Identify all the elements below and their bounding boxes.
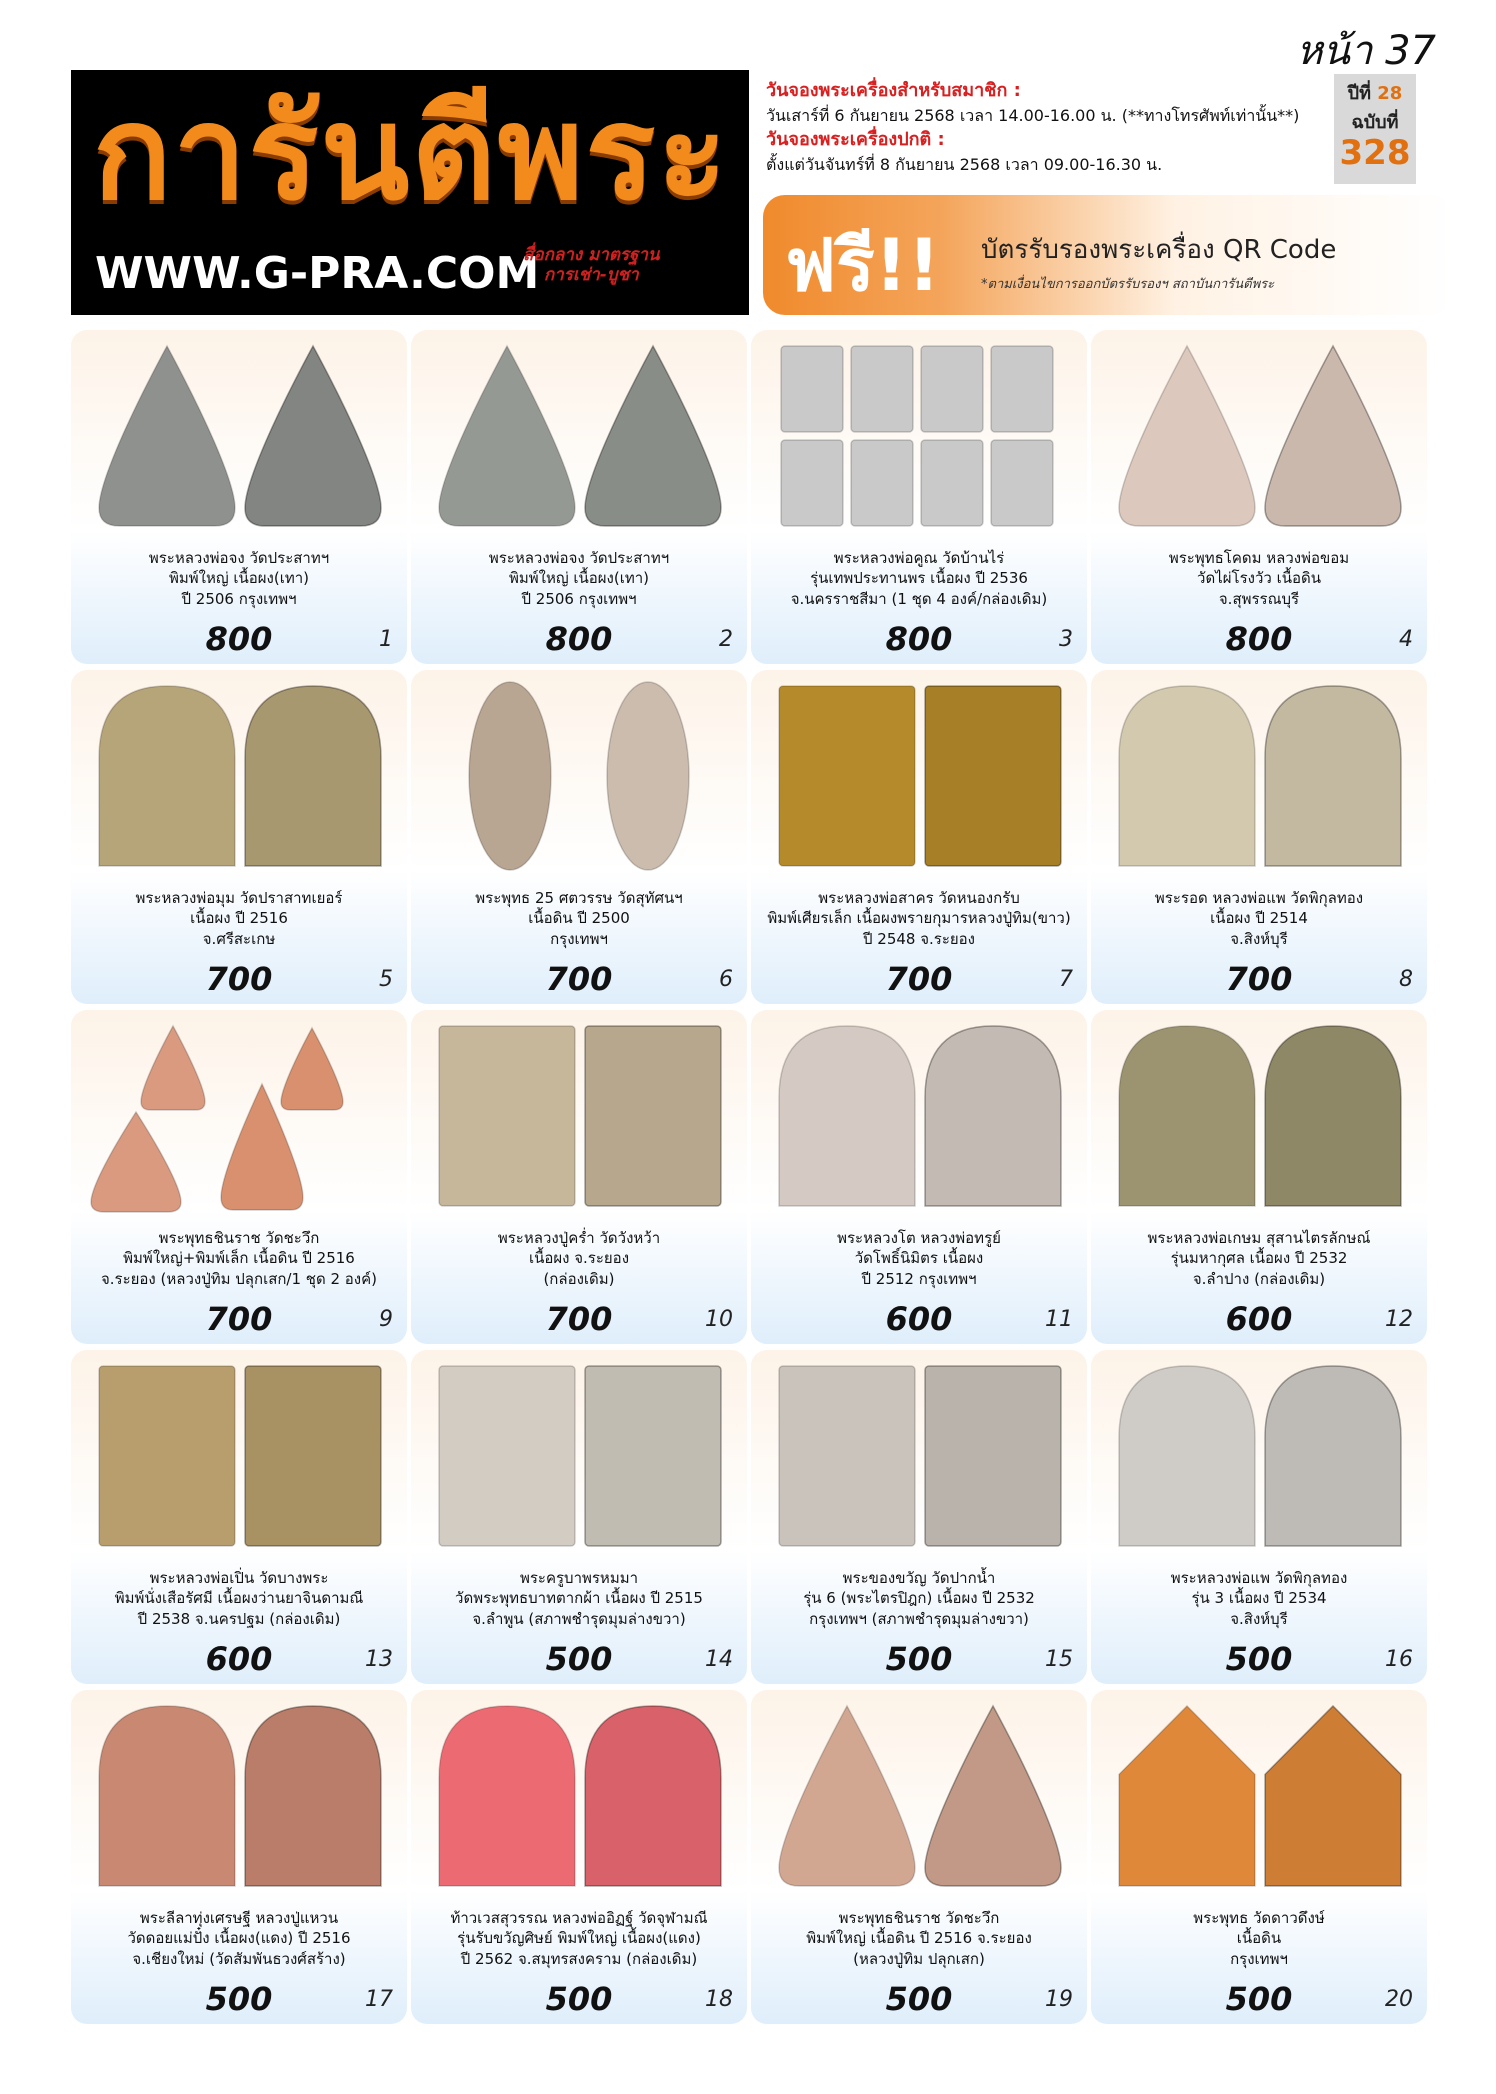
description-line: เนื้อดิน ปี 2500 <box>528 909 630 928</box>
amulet-description <box>1095 548 1423 609</box>
amulet-price: 500 <box>545 1980 613 2018</box>
description-line: วัดไผ่โรงวัว เนื้อดิน <box>1197 569 1321 588</box>
amulet-reverse-shade <box>585 346 721 526</box>
amulet-card-6[interactable] <box>411 670 747 1004</box>
amulet-reverse-shade <box>245 1366 381 1546</box>
amulet-shape <box>99 1706 235 1886</box>
amulet-photo[interactable] <box>421 1698 737 1894</box>
amulet-description <box>1095 1568 1423 1629</box>
amulet-shape <box>1119 686 1255 866</box>
description-line: วัดโพธิ์นิมิตร เนื้อผง <box>854 1249 984 1268</box>
amulet-card-12[interactable] <box>1091 1010 1427 1344</box>
amulet-photo[interactable] <box>81 1358 397 1554</box>
year-value: 28 <box>1377 83 1403 104</box>
amulet-card-11[interactable] <box>751 1010 1087 1344</box>
amulet-card-3[interactable] <box>751 330 1087 664</box>
amulet-photo[interactable] <box>1101 678 1417 874</box>
amulet-reverse-shade <box>1265 1026 1401 1206</box>
description-line: ปี 2548 จ.ระยอง <box>862 929 976 948</box>
description-line: พระหลวงโต หลวงพ่อทรูย์ <box>837 1229 1001 1247</box>
description-line: เนื้อผง ปี 2516 <box>190 909 288 928</box>
amulet-price: 500 <box>885 1980 953 2018</box>
amulet-description <box>415 1908 743 1969</box>
logo-title: การันตีพระ <box>93 77 730 229</box>
description-line: (หลวงปู่ทิม ปลุกเสก) <box>853 1949 985 1968</box>
description-line: พระพุทธ 25 ศตวรรษ วัดสุทัศนฯ <box>475 889 683 907</box>
description-line: พระพุทธชินราช วัดชะวึก <box>158 1229 320 1247</box>
amulet-description <box>75 1228 403 1289</box>
description-line: พระพุทธชินราช วัดชะวึก <box>838 1909 1000 1927</box>
amulet-reverse-shade <box>585 1026 721 1206</box>
member-booking-text: วันเสาร์ที่ 6 กันยายน 2568 เวลา 14.00-16.00 น. (**ทางโทรศัพท์เท่านั้น**) <box>766 106 1300 126</box>
amulet-description <box>1095 1228 1423 1289</box>
amulet-description <box>415 548 743 609</box>
amulet-reverse-shade <box>1265 346 1401 526</box>
amulet-shape <box>439 1026 575 1206</box>
issue-value: 328 <box>1339 133 1411 173</box>
item-number: 6 <box>719 967 733 992</box>
amulet-photo[interactable] <box>421 678 737 874</box>
amulet-shape <box>1119 346 1255 526</box>
description-line: พระครูบาพรหมมา <box>519 1569 639 1587</box>
amulet-reverse-shade <box>585 1706 721 1886</box>
amulet-card-9[interactable] <box>71 1010 407 1344</box>
amulet-price: 700 <box>1225 960 1293 998</box>
description-line: พิมพ์ใหญ่ เนื้อผง(เทา) <box>508 569 650 588</box>
amulet-shape <box>439 1706 575 1886</box>
description-line: รุ่นมหากุศล เนื้อผง ปี 2532 <box>1170 1249 1348 1268</box>
amulet-description <box>755 1228 1083 1289</box>
item-number: 8 <box>1399 967 1413 992</box>
amulet-price: 500 <box>1225 1980 1293 2018</box>
item-number: 5 <box>379 967 393 992</box>
amulet-photo[interactable] <box>1101 1018 1417 1214</box>
description-line: จ.สิงห์บุรี <box>1230 1609 1288 1628</box>
amulet-shape <box>281 1028 343 1110</box>
promo-title: บัตรรับรองพระเครื่อง QR Code <box>981 235 1337 265</box>
amulet-shape <box>779 1706 915 1886</box>
amulet-description <box>1095 888 1423 949</box>
amulet-shape <box>99 1366 235 1546</box>
issue-badge <box>1334 74 1416 184</box>
amulet-reverse-shade <box>925 1706 1061 1886</box>
amulet-price: 700 <box>205 1300 273 1338</box>
amulet-shape <box>439 1366 575 1546</box>
general-booking-text: ตั้งแต่วันจันทร์ที่ 8 กันยายน 2568 เวลา 09.00-16.30 น. <box>766 155 1163 175</box>
amulet-shape <box>851 440 913 526</box>
description-line: กรุงเทพฯ <box>1230 1949 1288 1968</box>
amulet-card-17[interactable] <box>71 1690 407 2024</box>
page-number: หน้า 37 <box>1296 28 1436 74</box>
amulet-price: 800 <box>885 620 953 658</box>
amulet-description <box>415 1228 743 1289</box>
amulet-shape <box>1119 1026 1255 1206</box>
amulet-reverse-shade <box>585 1366 721 1546</box>
item-number: 9 <box>379 1307 393 1332</box>
amulet-price: 600 <box>885 1300 953 1338</box>
amulet-card-5[interactable] <box>71 670 407 1004</box>
amulet-photo[interactable] <box>761 1018 1077 1214</box>
amulet-card-14[interactable] <box>411 1350 747 1684</box>
description-line: รุ่นเทพประทานพร เนื้อผง ปี 2536 <box>810 569 1028 588</box>
description-line: จ.ลำพูน (สภาพชำรุดมุมล่างขวา) <box>472 1609 686 1628</box>
amulet-description <box>75 1908 403 1969</box>
description-line: จ.สิงห์บุรี <box>1230 929 1288 948</box>
description-line: พระหลวงพ่อสาคร วัดหนองกรับ <box>818 889 1020 907</box>
item-number: 14 <box>705 1647 733 1672</box>
description-line: เนื้อดิน <box>1236 1929 1282 1948</box>
description-line: ปี 2506 กรุงเทพฯ <box>181 589 297 608</box>
amulet-photo[interactable] <box>1101 1698 1417 1894</box>
description-line: พระหลวงปู่คร่ำ วัดวังหว้า <box>497 1229 661 1247</box>
description-line: ท้าวเวสสุวรรณ หลวงพ่ออิฏฐ์ วัดจุฬามณี <box>450 1909 708 1927</box>
description-line: พิมพ์ใหญ่+พิมพ์เล็ก เนื้อดิน ปี 2516 <box>123 1249 355 1268</box>
amulet-price: 700 <box>205 960 273 998</box>
amulet-card-13[interactable] <box>71 1350 407 1684</box>
amulet-reverse-shade <box>245 686 381 866</box>
item-number: 10 <box>705 1307 733 1332</box>
description-line: พระของขวัญ วัดปากน้ำ <box>842 1569 996 1587</box>
item-number: 7 <box>1059 967 1073 992</box>
amulet-description <box>415 1568 743 1629</box>
description-line: พระพุทธโคดม หลวงพ่อขอม <box>1168 549 1350 567</box>
description-line: พระหลวงพ่อจง วัดประสาทฯ <box>488 549 670 567</box>
amulet-shape <box>1119 1706 1255 1886</box>
amulet-price: 700 <box>545 1300 613 1338</box>
amulet-shape <box>921 346 983 432</box>
amulet-shape <box>99 686 235 866</box>
promo-free: ฟรี!! <box>785 223 941 307</box>
year-row <box>1334 78 1416 107</box>
description-line: พิมพ์ใหญ่ เนื้อผง(เทา) <box>168 569 310 588</box>
description-line: พระหลวงพ่อเกษม สุสานไตรลักษณ์ <box>1147 1229 1371 1247</box>
amulet-card-8[interactable] <box>1091 670 1427 1004</box>
amulet-reverse-shade <box>925 686 1061 866</box>
amulet-description <box>75 548 403 609</box>
description-line: ปี 2538 จ.นครปฐม (กล่องเดิม) <box>137 1609 341 1628</box>
amulet-shape <box>779 1026 915 1206</box>
amulet-shape <box>851 346 913 432</box>
item-number: 12 <box>1385 1307 1413 1332</box>
description-line: พระหลวงพ่อมุม วัดปราสาทเยอร์ <box>135 889 343 907</box>
amulet-photo[interactable] <box>421 338 737 534</box>
amulet-card-7[interactable] <box>751 670 1087 1004</box>
item-number: 4 <box>1399 627 1413 652</box>
amulet-price: 500 <box>885 1640 953 1678</box>
promo-note: *ตามเงื่อนไขการออกบัตรรับรองฯ สถาบันการันตีพระ <box>981 277 1275 292</box>
amulet-reverse-shade <box>925 1026 1061 1206</box>
amulet-shape <box>91 1112 181 1212</box>
logo-url[interactable]: WWW.G-PRA.COM <box>95 248 540 299</box>
amulet-description <box>755 1568 1083 1629</box>
description-line: กรุงเทพฯ <box>550 929 608 948</box>
description-line: พิมพ์เศียรเล็ก เนื้อผงพรายกุมารหลวงปู่ทิม(ขาว) <box>767 909 1071 928</box>
amulet-price: 500 <box>205 1980 273 2018</box>
amulet-shape <box>99 346 235 526</box>
item-number: 17 <box>365 1987 393 2012</box>
amulet-shape <box>779 1366 915 1546</box>
description-line: วัดพระพุทธบาทตากผ้า เนื้อผง ปี 2515 <box>455 1589 703 1608</box>
description-line: (กล่องเดิม) <box>543 1269 615 1288</box>
description-line: ปี 2512 กรุงเทพฯ <box>861 1269 977 1288</box>
amulet-reverse-shade <box>925 1366 1061 1546</box>
amulet-photo[interactable] <box>81 1018 397 1214</box>
amulet-shape <box>781 440 843 526</box>
year-label: ปีที่ <box>1347 83 1371 104</box>
amulet-shape <box>991 346 1053 432</box>
amulet-reverse-shade <box>1265 686 1401 866</box>
amulet-price: 700 <box>885 960 953 998</box>
amulet-description <box>75 888 403 949</box>
member-booking-heading: วันจองพระเครื่องสำหรับสมาชิก : <box>766 80 1021 101</box>
amulet-description <box>75 1568 403 1629</box>
amulet-price: 600 <box>1225 1300 1293 1338</box>
logo-banner[interactable] <box>71 70 749 315</box>
description-line: วัดดอยแม่ปั๋ง เนื้อผง(แดง) ปี 2516 <box>127 1929 351 1948</box>
amulet-price: 800 <box>1225 620 1293 658</box>
amulet-photo[interactable] <box>1101 338 1417 534</box>
description-line: ปี 2562 จ.สมุทรสงคราม (กล่องเดิม) <box>460 1949 698 1968</box>
description-line: พระหลวงพ่อคูณ วัดบ้านไร่ <box>833 549 1005 567</box>
amulet-shape <box>1119 1366 1255 1546</box>
description-line: พระลีลาทุ่งเศรษฐี หลวงปู่แหวน <box>139 1909 339 1927</box>
description-line: จ.สุพรรณบุรี <box>1218 589 1300 608</box>
amulet-card-16[interactable] <box>1091 1350 1427 1684</box>
amulet-shape <box>607 682 689 870</box>
amulet-shape <box>141 1026 205 1110</box>
description-line: จ.นครราชสีมา (1 ชุด 4 องค์/กล่องเดิม) <box>790 589 1048 608</box>
description-line: พระรอด หลวงพ่อแพ วัดพิกุลทอง <box>1154 889 1364 907</box>
amulet-card-20[interactable] <box>1091 1690 1427 2024</box>
amulet-photo[interactable] <box>1101 1358 1417 1554</box>
amulet-description <box>755 548 1083 609</box>
description-line: รุ่นรับขวัญศิษย์ พิมพ์ใหญ่ เนื้อผง(แดง) <box>457 1929 701 1948</box>
promo-banner[interactable] <box>763 195 1453 315</box>
amulet-card-19[interactable] <box>751 1690 1087 2024</box>
amulet-card-18[interactable] <box>411 1690 747 2024</box>
item-number: 15 <box>1045 1647 1073 1672</box>
amulet-price: 600 <box>205 1640 273 1678</box>
amulet-price: 500 <box>545 1640 613 1678</box>
amulet-price: 500 <box>1225 1640 1293 1678</box>
amulet-reverse-shade <box>1265 1366 1401 1546</box>
description-line: พระหลวงพ่อเปิ่น วัดบางพระ <box>149 1569 329 1587</box>
description-line: พระหลวงพ่อแพ วัดพิกุลทอง <box>1170 1569 1348 1587</box>
amulet-shape <box>921 440 983 526</box>
amulet-reverse-shade <box>245 346 381 526</box>
item-number: 16 <box>1385 1647 1413 1672</box>
amulet-price: 800 <box>545 620 613 658</box>
amulet-price: 700 <box>545 960 613 998</box>
amulet-photo[interactable] <box>81 1698 397 1894</box>
amulet-photo[interactable] <box>761 1698 1077 1894</box>
amulet-photo[interactable] <box>421 1018 737 1214</box>
amulet-photo[interactable] <box>421 1358 737 1554</box>
item-number: 3 <box>1059 627 1073 652</box>
description-line: พิมพ์ใหญ่ เนื้อดิน ปี 2516 จ.ระยอง <box>806 1929 1032 1948</box>
amulet-photo[interactable] <box>761 678 1077 874</box>
description-line: รุ่น 3 เนื้อผง ปี 2534 <box>1191 1589 1327 1608</box>
amulet-description <box>1095 1908 1423 1969</box>
amulet-reverse-shade <box>1265 1706 1401 1886</box>
tagline-line-2: การเช่า-บูชา <box>543 264 639 285</box>
amulet-description <box>755 888 1083 949</box>
amulet-photo[interactable] <box>81 678 397 874</box>
amulet-shape <box>469 682 551 870</box>
issue-label: ฉบับที่ <box>1351 112 1399 133</box>
description-line: รุ่น 6 (พระไตรปิฎก) เนื้อผง ปี 2532 <box>803 1589 1035 1608</box>
description-line: จ.ศรีสะเกษ <box>202 929 276 948</box>
amulet-reverse-shade <box>245 1706 381 1886</box>
tagline-line-1: สื่อกลาง มาตรฐาน <box>523 245 660 265</box>
amulet-card-2[interactable] <box>411 330 747 664</box>
logo-tagline <box>523 246 660 285</box>
item-number: 19 <box>1045 1987 1073 2012</box>
amulet-description <box>755 1908 1083 1969</box>
description-line: ปี 2506 กรุงเทพฯ <box>521 589 637 608</box>
description-line: เนื้อผง จ.ระยอง <box>528 1249 630 1268</box>
description-line: จ.เชียงใหม่ (วัดสัมพันธวงศ์สร้าง) <box>132 1949 346 1968</box>
description-line: จ.ระยอง (หลวงปู่ทิม ปลุกเสก/1 ชุด 2 องค์) <box>100 1269 378 1288</box>
amulet-shape <box>779 686 915 866</box>
amulet-card-1[interactable] <box>71 330 407 664</box>
amulet-card-4[interactable] <box>1091 330 1427 664</box>
amulet-photo[interactable] <box>81 338 397 534</box>
booking-info <box>766 78 1326 177</box>
item-number: 2 <box>719 627 733 652</box>
amulet-price: 800 <box>205 620 273 658</box>
amulet-description <box>415 888 743 949</box>
amulet-card-10[interactable] <box>411 1010 747 1344</box>
description-line: เนื้อผง ปี 2514 <box>1210 909 1308 928</box>
item-number: 11 <box>1045 1307 1073 1332</box>
item-number: 18 <box>705 1987 733 2012</box>
item-number: 1 <box>379 627 393 652</box>
description-line: พิมพ์นั่งเสือรัศมี เนื้อผงว่านยาจินดามณี <box>114 1589 364 1608</box>
item-number: 20 <box>1385 1987 1413 2012</box>
description-line: พระหลวงพ่อจง วัดประสาทฯ <box>148 549 330 567</box>
description-line: จ.ลำปาง (กล่องเดิม) <box>1192 1269 1326 1288</box>
amulet-card-15[interactable] <box>751 1350 1087 1684</box>
amulet-photo[interactable] <box>761 1358 1077 1554</box>
description-line: พระพุทธ วัดดาวดึงษ์ <box>1193 1909 1325 1927</box>
general-booking-heading: วันจองพระเครื่องปกติ : <box>766 129 945 151</box>
description-line: กรุงเทพฯ (สภาพชำรุดมุมล่างขวา) <box>809 1609 1029 1628</box>
amulet-shape <box>439 346 575 526</box>
amulet-photo[interactable] <box>761 338 1077 534</box>
amulet-shape <box>781 346 843 432</box>
item-number: 13 <box>365 1647 393 1672</box>
amulet-shape <box>991 440 1053 526</box>
